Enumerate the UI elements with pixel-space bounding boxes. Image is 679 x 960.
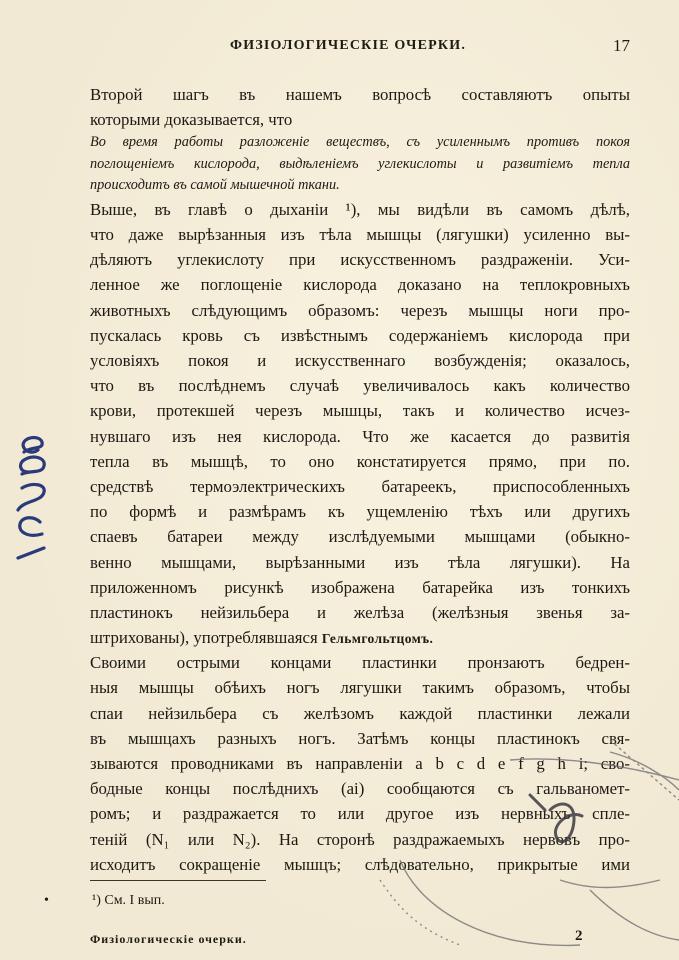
text-line: тепла въ мышцѣ, то оно констатируется прямо, при по. xyxy=(90,451,630,471)
running-header xyxy=(90,36,630,60)
text-line: животныхъ слѣдующимъ образомъ: черезъ мышцы ноги про- xyxy=(90,300,630,320)
text-line: венно мышцами, вырѣзанными изъ тѣла лягушки). На xyxy=(90,552,630,572)
text-line: зываются проводниками въ направленіи a b c d e f g h i; сво- xyxy=(90,754,630,773)
signature-title: Физіологическіе очерки. xyxy=(90,932,247,946)
text-line: условіяхъ покоя и искусственнаго возбужденія; оказалось, xyxy=(90,351,630,370)
text-line: спаевъ батареи между изслѣдуемыми мышцами (обыкно- xyxy=(90,527,630,547)
text-line: спаи нейзильбера съ желѣзомъ каждой пластинки лежали xyxy=(90,703,630,723)
text-line: Выше, въ главѣ о дыханіи ¹), мы видѣли въ самомъ дѣлѣ, xyxy=(90,199,630,219)
page-number: 17 xyxy=(613,36,630,55)
text-line: Второй шагъ въ нашемъ вопросѣ составляютъ опыты xyxy=(90,85,630,104)
text-line: нувшаго изъ нея кислорода. Что же касается до развитія xyxy=(90,426,630,446)
footnote: ¹) См. I вып. xyxy=(92,893,165,908)
body-text xyxy=(90,82,630,877)
text-line: ромъ; и раздражается то или другое изъ нервныхъ спле- xyxy=(90,804,630,824)
footnote-marker: • xyxy=(44,893,49,908)
footnote-rule xyxy=(90,880,266,881)
text-line: пластинокъ нейзильбера и желѣза (желѣзныя звенья за- xyxy=(90,602,630,622)
italic-line: Во время работы разложеніе веществъ, съ усиленнымъ противъ покоя xyxy=(90,134,630,151)
text-fragment: штрихованы), употреблявшаяся xyxy=(90,628,322,648)
text-line: ленное же поглощеніе кислорода доказано на теплокровныхъ xyxy=(90,275,630,295)
text-line: исходитъ сокращеніе мышцъ; слѣдовательно, прикрытые ими xyxy=(90,854,630,874)
text-line xyxy=(90,625,630,650)
text-line: въ мышцахъ разныхъ ногъ. Затѣмъ концы пластинокъ свя- xyxy=(90,728,630,748)
text-line: теній (N₁ или N₂). На сторонѣ раздражаемыхъ нервовъ про- xyxy=(90,829,630,849)
text-line: средствѣ термоэлектрическихъ батареекъ, приспособленныхъ xyxy=(90,476,630,496)
text-line: которыми доказывается, что xyxy=(90,110,293,130)
text-line: что въ послѣднемъ случаѣ увеличивалось какъ количество xyxy=(90,376,630,396)
text-line: крови, протекшей черезъ мышцы, такъ и количество исчез- xyxy=(90,401,630,421)
author-name: Гельмгольтцомъ. xyxy=(321,631,434,647)
signature-number: 2 xyxy=(575,928,583,944)
text-line: что даже вырѣзанныя изъ тѣла мышцы (лягушки) усиленно вы- xyxy=(90,225,630,245)
text-line: Своими острыми концами пластинки пронзаютъ бедрен- xyxy=(90,653,630,673)
text-line: пускалась кровь съ извѣстнымъ содержаніемъ кислорода при xyxy=(90,325,630,345)
text-line: приложенномъ рисункѣ изображена батарейка изъ тонкихъ xyxy=(90,577,630,597)
text-line: по формѣ и размѣрамъ къ ущемленію тѣхъ или другихъ xyxy=(90,502,630,522)
text-line: дѣляютъ углекислоту при искусственномъ раздраженіи. Уси- xyxy=(90,250,630,270)
handwritten-margin-mark xyxy=(4,430,54,570)
text-line: ныя мышцы обѣихъ ногъ лягушки такимъ образомъ, чтобы xyxy=(90,678,630,698)
text-line: бодные концы послѣднихъ (ai) сообщаются съ гальваномет- xyxy=(90,779,630,799)
running-header-title: ФИЗІОЛОГИЧЕСКІЕ ОЧЕРКИ. xyxy=(230,38,467,53)
italic-line: происходитъ въ самой мышечной ткани. xyxy=(90,177,340,194)
italic-line: поглощеніемъ кислорода, выдѣленіемъ углекислоты и развитіемъ тепла xyxy=(90,155,630,172)
